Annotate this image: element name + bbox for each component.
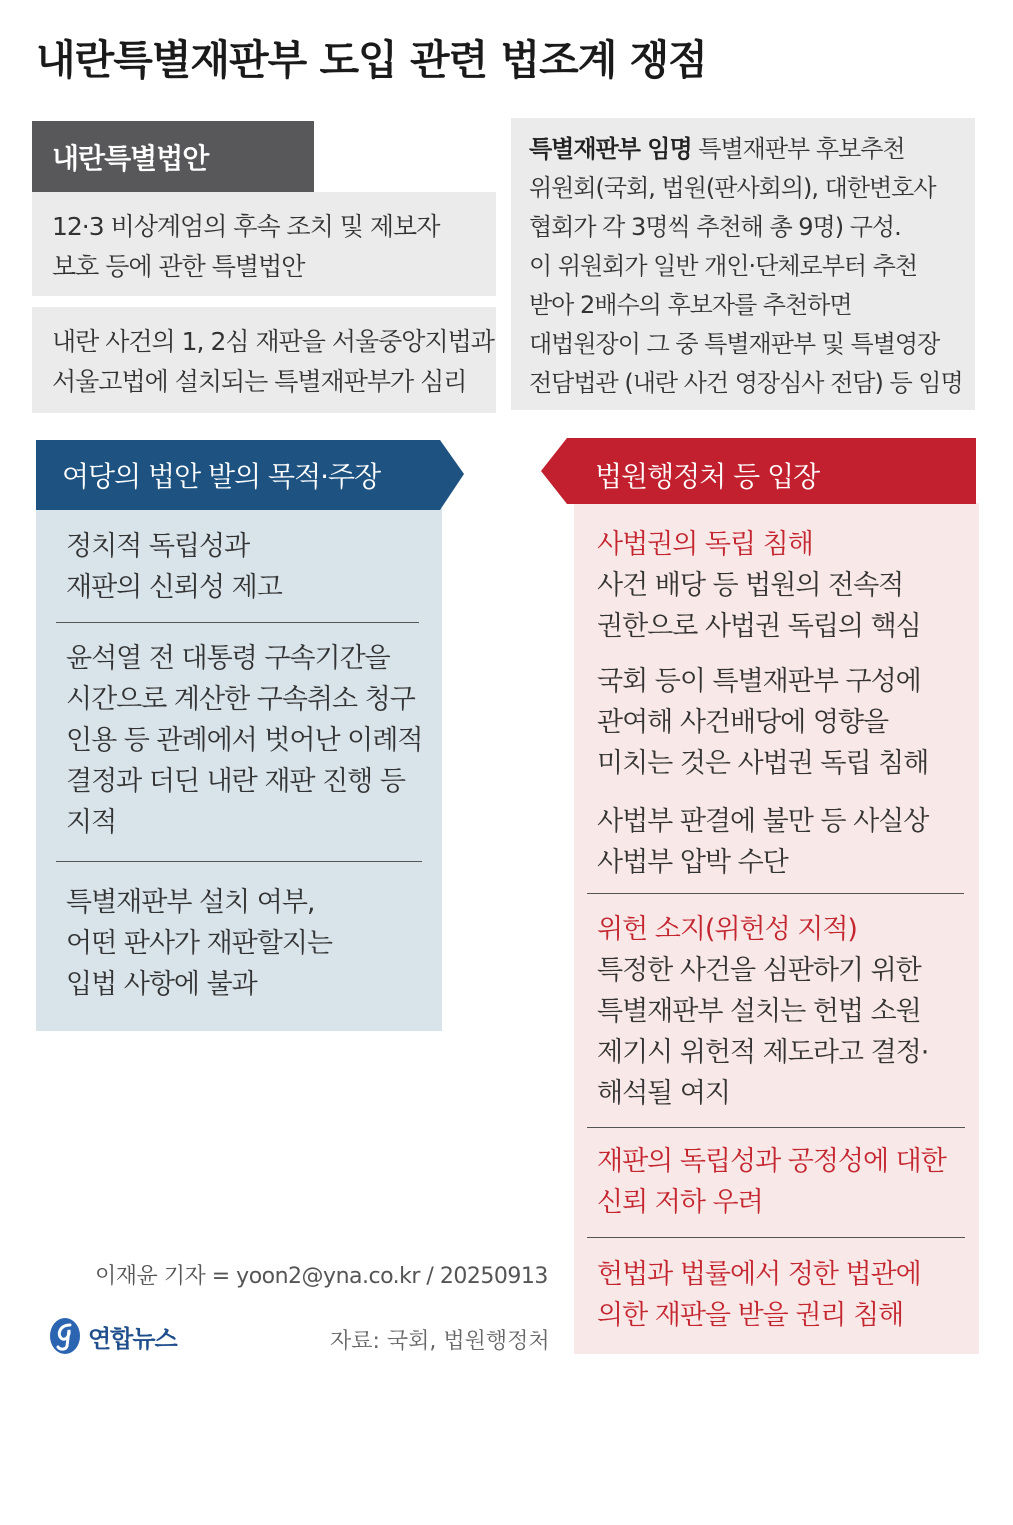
list-item xyxy=(66,882,332,1005)
list-item xyxy=(597,801,928,883)
text-line: 인용 등 관례에서 벗어난 이례적 xyxy=(66,725,423,756)
section-heading: 의한 재판을 받을 권리 침해 xyxy=(597,1300,904,1331)
list-item xyxy=(597,1254,921,1336)
text-line: 사법부 판결에 불만 등 사실상 xyxy=(597,806,929,837)
text-line: 미치는 것은 사법권 독립 침해 xyxy=(597,748,929,779)
text-line: 정치적 독립성과 xyxy=(66,531,250,562)
bill-description-box xyxy=(32,192,496,296)
bill-trial-box xyxy=(32,307,496,413)
logo-text: 연합뉴스 xyxy=(88,1324,177,1353)
text-line: 협회가 각 3명씩 추천해 총 9명) 구성. xyxy=(529,213,901,241)
text-line: 시간으로 계산한 구속취소 청구 xyxy=(66,684,415,715)
text-line: 위원회(국회, 법원(판사회의), 대한변호사 xyxy=(529,174,936,202)
section-heading: 신뢰 저하 우려 xyxy=(597,1187,763,1218)
reporter-credit: 이재윤 기자 = yoon2@yna.co.kr / 20250913 xyxy=(95,1264,548,1289)
text-line: 대법원장이 그 중 특별재판부 및 특별영장 xyxy=(529,330,940,358)
text-line: 국회 등이 특별재판부 구성에 xyxy=(597,666,921,697)
text-line: 입법 사항에 불과 xyxy=(66,969,257,1000)
text-line: 특별재판부 설치 여부, xyxy=(66,887,315,918)
source-note: 자료: 국회, 법원행정처 xyxy=(330,1329,550,1354)
text-line: 윤석열 전 대통령 구속기간을 xyxy=(66,643,390,674)
text-line: 지적 xyxy=(66,807,117,838)
section-heading: 위헌 소지(위헌성 지적) xyxy=(597,914,857,945)
list-item xyxy=(597,524,921,647)
list-item xyxy=(597,661,928,784)
text-fragment: 특별재판부 후보추천 xyxy=(691,135,905,163)
text-line: 전담법관 (내란 사건 영장심사 전담) 등 임명 xyxy=(529,369,963,397)
text-line: 결정과 더딘 내란 재판 진행 등 xyxy=(66,766,405,797)
list-item xyxy=(597,1141,946,1223)
text-line: 받아 2배수의 후보자를 추천하면 xyxy=(529,291,852,319)
divider xyxy=(587,1127,965,1128)
text-line: 어떤 판사가 재판할지는 xyxy=(66,928,332,959)
text-line: 해석될 여지 xyxy=(597,1078,730,1109)
divider xyxy=(587,1237,965,1238)
appointment-box xyxy=(511,118,975,410)
text-line: 관여해 사건배당에 영향을 xyxy=(597,707,889,738)
ruling-party-banner-label: 여당의 법안 발의 목적·주장 xyxy=(62,460,381,493)
text-line: 특별재판부 설치는 헌법 소원 xyxy=(597,996,921,1027)
bill-header: 내란특별법안 xyxy=(32,121,314,192)
court-banner-label: 법원행정처 등 입장 xyxy=(595,460,820,493)
appointment-label: 특별재판부 임명 xyxy=(529,135,692,163)
page-title: 내란특별재판부 도입 관련 법조계 쟁점 xyxy=(36,36,707,84)
text-line: 사건 배당 등 법원의 전속적 xyxy=(597,570,904,601)
text-line: 이 위원회가 일반 개인·단체로부터 추천 xyxy=(529,252,918,280)
list-item xyxy=(597,909,928,1114)
text-line: 12·3 비상계엄의 후속 조치 및 제보자 xyxy=(52,212,440,241)
text-line: 특정한 사건을 심판하기 위한 xyxy=(597,955,921,986)
text-line: 사법부 압박 수단 xyxy=(597,847,788,878)
text-line xyxy=(529,130,975,169)
list-item xyxy=(66,638,422,843)
divider xyxy=(56,622,419,623)
divider xyxy=(56,861,422,862)
text-line: 제기시 위헌적 제도라고 결정· xyxy=(597,1037,929,1068)
list-item xyxy=(66,526,282,608)
text-line: 서울고법에 설치되는 특별재판부가 심리 xyxy=(52,367,467,396)
section-heading: 재판의 독립성과 공정성에 대한 xyxy=(597,1146,946,1177)
yonhap-logo xyxy=(48,1316,177,1356)
text-line: 내란 사건의 1, 2심 재판을 서울중앙지법과 xyxy=(52,327,494,356)
section-heading: 헌법과 법률에서 정한 법관에 xyxy=(597,1259,921,1290)
text-line: 재판의 신뢰성 제고 xyxy=(66,572,282,603)
text-line: 권한으로 사법권 독립의 핵심 xyxy=(597,611,921,642)
text-line: 보호 등에 관한 특별법안 xyxy=(52,252,305,281)
section-heading: 사법권의 독립 침해 xyxy=(597,529,813,560)
divider xyxy=(587,893,964,894)
yonhap-logo-icon xyxy=(48,1316,82,1356)
